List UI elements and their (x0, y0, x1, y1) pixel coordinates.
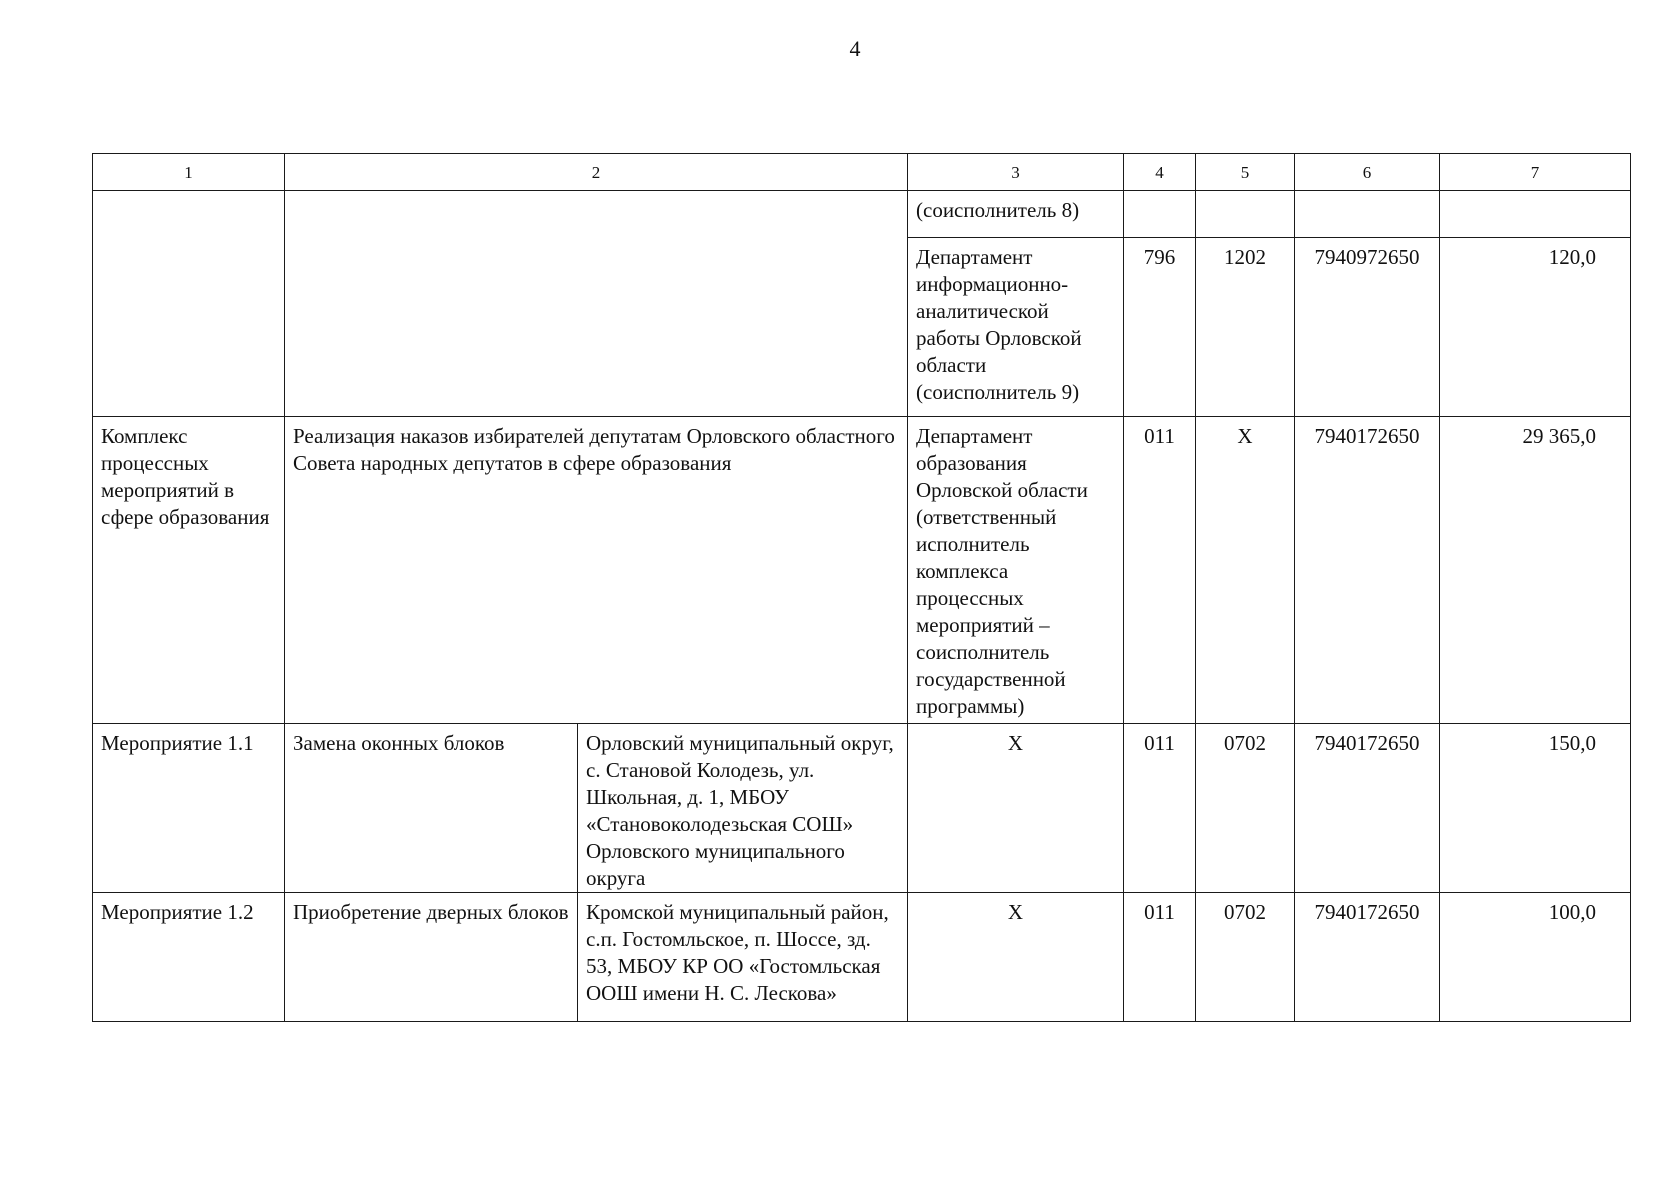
cell-executor: Х (908, 893, 1124, 1022)
page-number: 4 (849, 36, 861, 61)
cell-csr (1295, 191, 1440, 238)
table-row (93, 893, 1631, 1022)
cell-program-name: Реализация наказов избирателей депутатам Орловского областного Совета народных депутатов в сфере образования (285, 417, 908, 724)
cell-amount: 120,0 (1440, 238, 1631, 417)
header-cell-4: 4 (1124, 154, 1196, 191)
header-cell-7: 7 (1440, 154, 1631, 191)
cell-rzpr: 0702 (1196, 724, 1295, 893)
cell-csr: 7940172650 (1295, 724, 1440, 893)
cell-program-element (93, 191, 285, 417)
cell-program-element: Мероприятие 1.1 (93, 724, 285, 893)
cell-activity-name: Замена оконных блоков (285, 724, 578, 893)
cell-program-name (285, 191, 908, 417)
cell-activity-address: Кромской муниципальный район, с.п. Гостомльское, п. Шоссе, зд. 53, МБОУ КР ОО «Гостомльская ООШ имени Н. С. Лескова» (578, 893, 908, 1022)
cell-amount (1440, 191, 1631, 238)
cell-grbs: 011 (1124, 724, 1196, 893)
header-cell-3: 3 (908, 154, 1124, 191)
cell-csr: 7940972650 (1295, 238, 1440, 417)
header-cell-5: 5 (1196, 154, 1295, 191)
cell-grbs: 011 (1124, 417, 1196, 724)
cell-grbs (1124, 191, 1196, 238)
header-cell-6: 6 (1295, 154, 1440, 191)
cell-grbs: 011 (1124, 893, 1196, 1022)
table-row (93, 191, 1631, 238)
cell-program-element: Комплекс процессных мероприятий в сфере образования (93, 417, 285, 724)
header-cell-1: 1 (93, 154, 285, 191)
cell-amount: 100,0 (1440, 893, 1631, 1022)
budget-table (92, 153, 1631, 1022)
cell-executor: Х (908, 724, 1124, 893)
table-row (93, 724, 1631, 893)
cell-amount: 29 365,0 (1440, 417, 1631, 724)
cell-csr: 7940172650 (1295, 893, 1440, 1022)
cell-activity-address: Орловский муниципальный округ, с. Становой Колодезь, ул. Школьная, д. 1, МБОУ «Становоколодезьская СОШ» Орловского муниципального округа (578, 724, 908, 893)
cell-rzpr: 0702 (1196, 893, 1295, 1022)
cell-rzpr: 1202 (1196, 238, 1295, 417)
cell-program-element: Мероприятие 1.2 (93, 893, 285, 1022)
table-row (93, 417, 1631, 724)
cell-executor: (соисполнитель 8) (908, 191, 1124, 238)
cell-rzpr (1196, 191, 1295, 238)
cell-executor: Департамент информационно-аналитической работы Орловской области (соисполнитель 9) (908, 238, 1124, 417)
cell-amount: 150,0 (1440, 724, 1631, 893)
cell-grbs: 796 (1124, 238, 1196, 417)
cell-executor: Департамент образования Орловской области (ответственный исполнитель комплекса процессных мероприятий – соисполнитель государственной программы) (908, 417, 1124, 724)
cell-csr: 7940172650 (1295, 417, 1440, 724)
cell-activity-name: Приобретение дверных блоков (285, 893, 578, 1022)
table-header-row (93, 154, 1631, 191)
header-cell-2: 2 (285, 154, 908, 191)
cell-rzpr: Х (1196, 417, 1295, 724)
